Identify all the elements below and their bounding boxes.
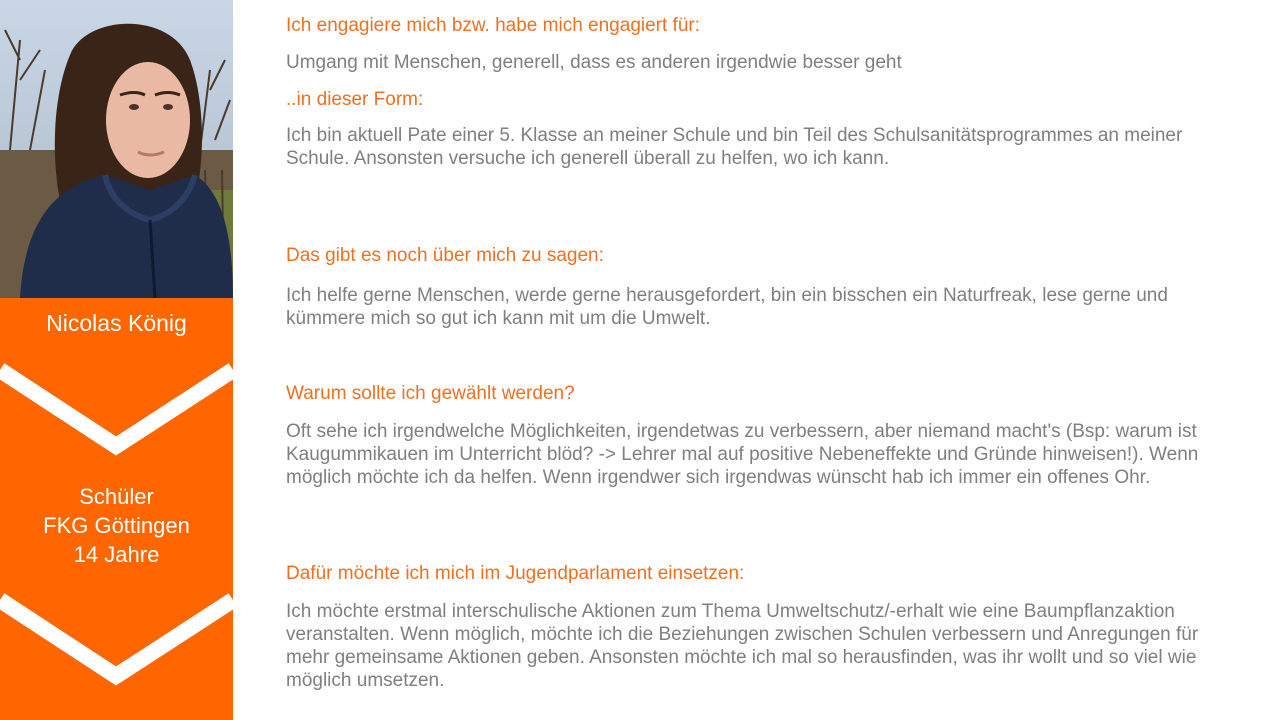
section-answer: Ich helfe gerne Menschen, werde gerne herausgefordert, bin ein bisschen ein Naturfreak, lese gerne und kümmere mich so gut ich kann mit um die Umwelt. — [286, 285, 1168, 329]
chevron-divider-icon — [0, 592, 233, 687]
profile-sidebar — [0, 0, 233, 720]
section-answer: Ich bin aktuell Pate einer 5. Klasse an meiner Schule und bin Teil des Schulsanitätsprogrammes an meiner Schule. Ansonsten versuche ich generell überall zu helfen, wo ich kann. — [286, 125, 1183, 169]
candidate-age: 14 Jahre — [73, 542, 160, 567]
section-question: ..in dieser Form: — [286, 89, 424, 110]
candidate-role: Schüler — [79, 484, 154, 509]
section-question: Das gibt es noch über mich zu sagen: — [286, 245, 604, 266]
section-answer: Ich möchte erstmal interschulische Aktionen zum Thema Umweltschutz/-erhalt wie eine Baumpflanzaktion veranstalten. Wenn möglich, möchte ich die Beziehungen zwischen Schulen verbessern und Anregungen für mehr gemeinsame Aktionen geben. Ansonsten möchte ich mal so herausfinden, was ihr wollt und so viel wie möglich umsetzen. — [286, 601, 1199, 691]
section-question: Warum sollte ich gewählt werden? — [286, 383, 575, 404]
section-question: Dafür möchte ich mich im Jugendparlament einsetzen: — [286, 563, 745, 584]
candidate-school: FKG Göttingen — [43, 513, 190, 538]
section-answer: Oft sehe ich irgendwelche Möglichkeiten, irgendetwas zu verbessern, aber niemand macht's (Bsp: warum ist Kaugummikauen im Unterricht blöd? -> Lehrer mal auf positive Nebeneffekte und Gründe hinweisen!). Wenn möglich möchte ich da helfen. Wenn irgendwer sich irgendwas wünscht hab ich immer ein offenes Ohr. — [286, 421, 1199, 488]
candidate-info — [0, 482, 233, 569]
section-question: Ich engagiere mich bzw. habe mich engagiert für: — [286, 15, 701, 36]
candidate-name: Nicolas König — [46, 310, 187, 336]
chevron-divider-icon — [0, 362, 233, 457]
section-answer: Umgang mit Menschen, generell, dass es anderen irgendwie besser geht — [286, 52, 902, 73]
portrait-photo — [0, 0, 233, 298]
